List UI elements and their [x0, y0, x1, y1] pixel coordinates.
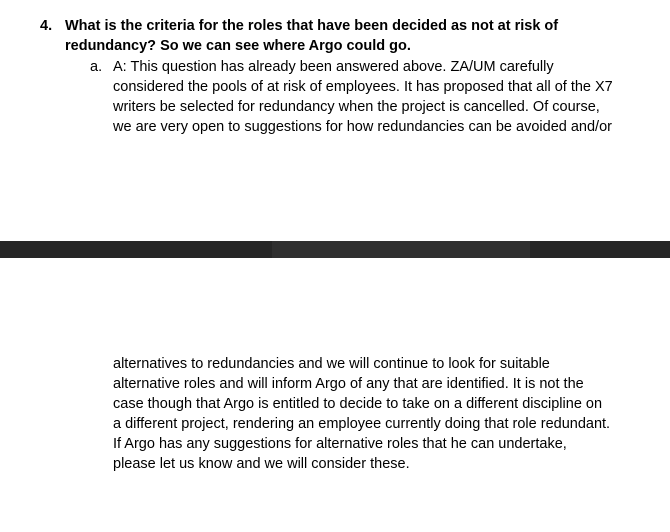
answer-line: we are very open to suggestions for how redundancies can be avoided and/or: [113, 119, 612, 135]
answer-continuation-line: If Argo has any suggestions for alternative roles that he can undertake,: [113, 436, 567, 452]
document-page-1: [0, 0, 670, 241]
answer-continuation-line: alternative roles and will inform Argo of any that are identified. It is not the: [113, 376, 584, 392]
answer-continuation-line: a different project, rendering an employee currently doing that role redundant.: [113, 416, 611, 432]
answer-continuation-line: case though that Argo is entitled to decide to take on a different discipline on: [113, 396, 603, 412]
answer-line: considered the pools of at risk of employees. It has proposed that all of the X7: [113, 79, 613, 95]
answer-continuation-line: alternatives to redundancies and we will continue to look for suitable: [113, 356, 550, 372]
answer-line: A: This question has already been answered above. ZA/UM carefully: [113, 59, 554, 75]
question-number: 4.: [40, 18, 53, 34]
answer-list-marker: a.: [90, 59, 103, 75]
document-page-2: [0, 258, 670, 532]
question-text: What is the criteria for the roles that have been decided as not at risk of redundancy? So we can see where Argo could go.: [65, 18, 559, 54]
answer-continuation-line: please let us know and we will consider these.: [113, 456, 410, 472]
page-break-divider: [0, 241, 670, 258]
answer-line: writers be selected for redundancy when the project is cancelled. Of course,: [113, 99, 600, 115]
page-break-shade: [272, 241, 530, 258]
